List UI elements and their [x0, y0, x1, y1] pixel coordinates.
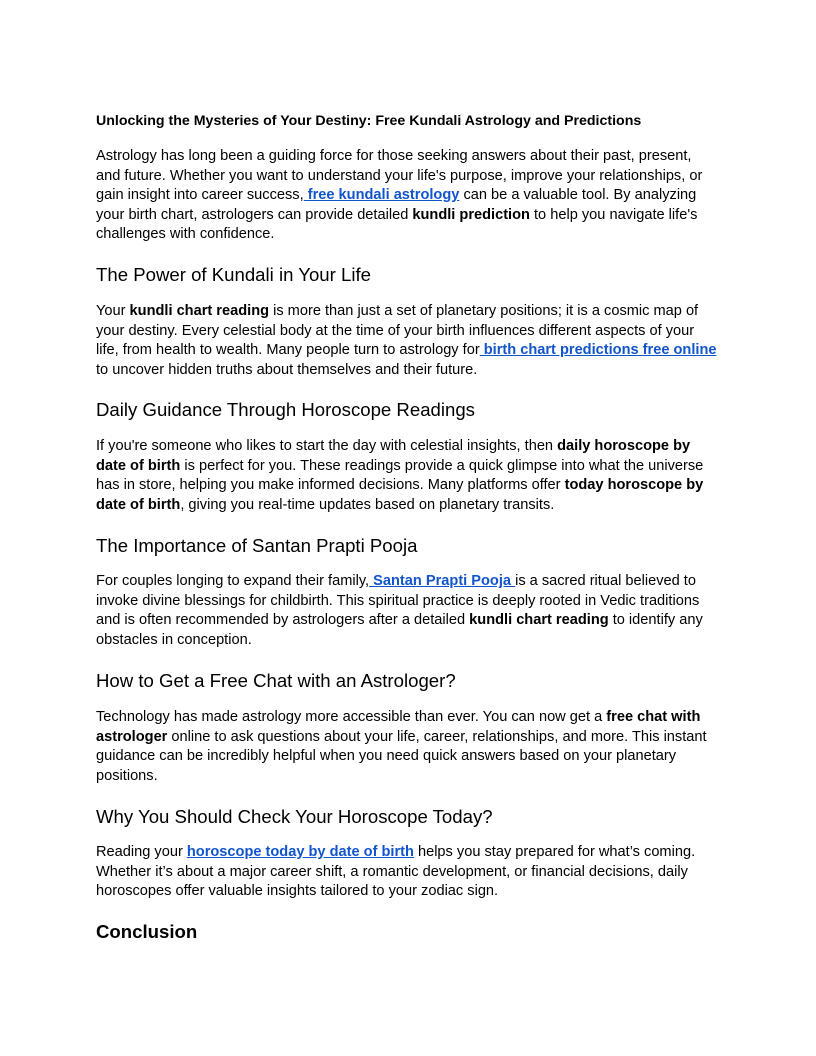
text: and is often recommended by astrologers after a detailed	[96, 612, 470, 628]
paragraph-line	[96, 496, 736, 516]
heading-free-chat: How to Get a Free Chat with an Astrologer?	[96, 670, 456, 691]
horoscope-today-link[interactable]: horoscope today by date of birth	[186, 844, 414, 860]
text: Technology has made astrology more accessible than ever. You can now get a	[96, 709, 607, 725]
document-title: Unlocking the Mysteries of Your Destiny: Free Kundali Astrology and Predictions	[96, 113, 642, 129]
today-horoscope-bold: today horoscope by	[564, 477, 704, 493]
section-horoscope-today	[96, 843, 736, 902]
daily-horoscope-bold: daily horoscope by	[557, 438, 691, 454]
intro-line-5: challenges with confidence.	[96, 226, 275, 242]
paragraph-line: horoscopes offer valuable insights tailored to your zodiac sign.	[96, 883, 499, 899]
text: is a sacred ritual believed to	[515, 573, 696, 589]
text: online to ask questions about your life, career, relationships, and more. This instant	[167, 728, 707, 745]
intro-line-3	[96, 186, 736, 206]
birth-chart-predictions-link[interactable]: birth chart predictions free online	[479, 342, 717, 358]
paragraph-line	[96, 302, 736, 322]
paragraph-line	[96, 341, 736, 361]
text: helps you stay prepared for what’s coming.	[413, 844, 696, 860]
text: life, from health to wealth. Many people turn to astrology for	[96, 342, 480, 358]
intro-line-4	[96, 206, 736, 226]
paragraph-line	[96, 728, 736, 748]
paragraph-line: your destiny. Every celestial body at the time of your birth influences different aspects of your	[96, 322, 695, 339]
text: to identify any	[608, 612, 703, 628]
free-chat-bold: free chat with	[606, 709, 701, 725]
paragraph-line: obstacles in conception.	[96, 631, 252, 648]
date-of-birth-bold: date of birth	[96, 457, 181, 474]
paragraph-line	[96, 708, 736, 728]
paragraph-line	[96, 437, 736, 457]
heading-power-of-kundali: The Power of Kundali in Your Life	[96, 264, 371, 285]
astrologer-bold: astrologer	[96, 728, 168, 745]
paragraph-line: to uncover hidden truths about themselves and their future.	[96, 361, 478, 378]
intro-text: gain insight into career success,	[96, 187, 304, 203]
kundli-chart-reading-bold: kundli chart reading	[469, 612, 609, 628]
heading-santan-prapti-pooja: The Importance of Santan Prapti Pooja	[96, 535, 418, 556]
text: Your	[96, 303, 130, 319]
heading-conclusion: Conclusion	[96, 921, 198, 942]
paragraph-line	[96, 476, 736, 496]
section-santan-prapti-pooja	[96, 572, 736, 650]
intro-text: your birth chart, astrologers can provide detailed	[96, 206, 413, 223]
heading-daily-guidance: Daily Guidance Through Horoscope Readings	[96, 399, 475, 420]
intro-text: can be a valuable tool. By analyzing	[459, 187, 697, 203]
section-power-of-kundali	[96, 302, 736, 380]
intro-line-2: and future. Whether you want to understand your life's purpose, improve your relationships, or	[96, 167, 703, 184]
paragraph-line: invoke divine blessings for childbirth. This spiritual practice is deeply rooted in Vedic traditions	[96, 592, 700, 609]
section-free-chat	[96, 708, 736, 786]
intro-line-1: Astrology has long been a guiding force for those seeking answers about their past, present,	[96, 148, 692, 164]
free-kundali-astrology-link[interactable]: free kundali astrology	[303, 187, 460, 203]
text: If you're someone who likes to start the day with celestial insights, then	[96, 438, 558, 454]
paragraph-line	[96, 843, 736, 863]
text: Reading your	[96, 844, 187, 860]
text: is more than just a set of planetary positions; it is a cosmic map of	[269, 303, 699, 319]
intro-paragraph	[96, 147, 736, 245]
paragraph-line: Whether it’s about a major career shift, a romantic development, or financial decisions, daily	[96, 863, 688, 880]
intro-text: to help you navigate life's	[529, 206, 698, 223]
paragraph-line	[96, 457, 736, 477]
text: has in store, helping you make informed decisions. Many platforms offer	[96, 477, 565, 493]
heading-horoscope-today: Why You Should Check Your Horoscope Today?	[96, 806, 493, 827]
paragraph-line	[96, 572, 736, 592]
paragraph-line: guidance can be incredibly helpful when you need quick answers based on your planetary	[96, 748, 677, 764]
paragraph-line: positions.	[96, 767, 158, 784]
kundli-chart-reading-bold: kundli chart reading	[129, 303, 270, 319]
text: is perfect for you. These readings provide a quick glimpse into what the universe	[180, 457, 704, 474]
date-of-birth-bold: date of birth	[96, 496, 181, 513]
kundli-prediction-bold: kundli prediction	[412, 206, 530, 223]
section-daily-guidance	[96, 437, 736, 515]
paragraph-line	[96, 611, 736, 631]
text: , giving you real-time updates based on planetary transits.	[180, 496, 555, 513]
santan-prapti-pooja-link[interactable]: Santan Prapti Pooja	[369, 573, 516, 589]
text: For couples longing to expand their family,	[96, 573, 370, 589]
